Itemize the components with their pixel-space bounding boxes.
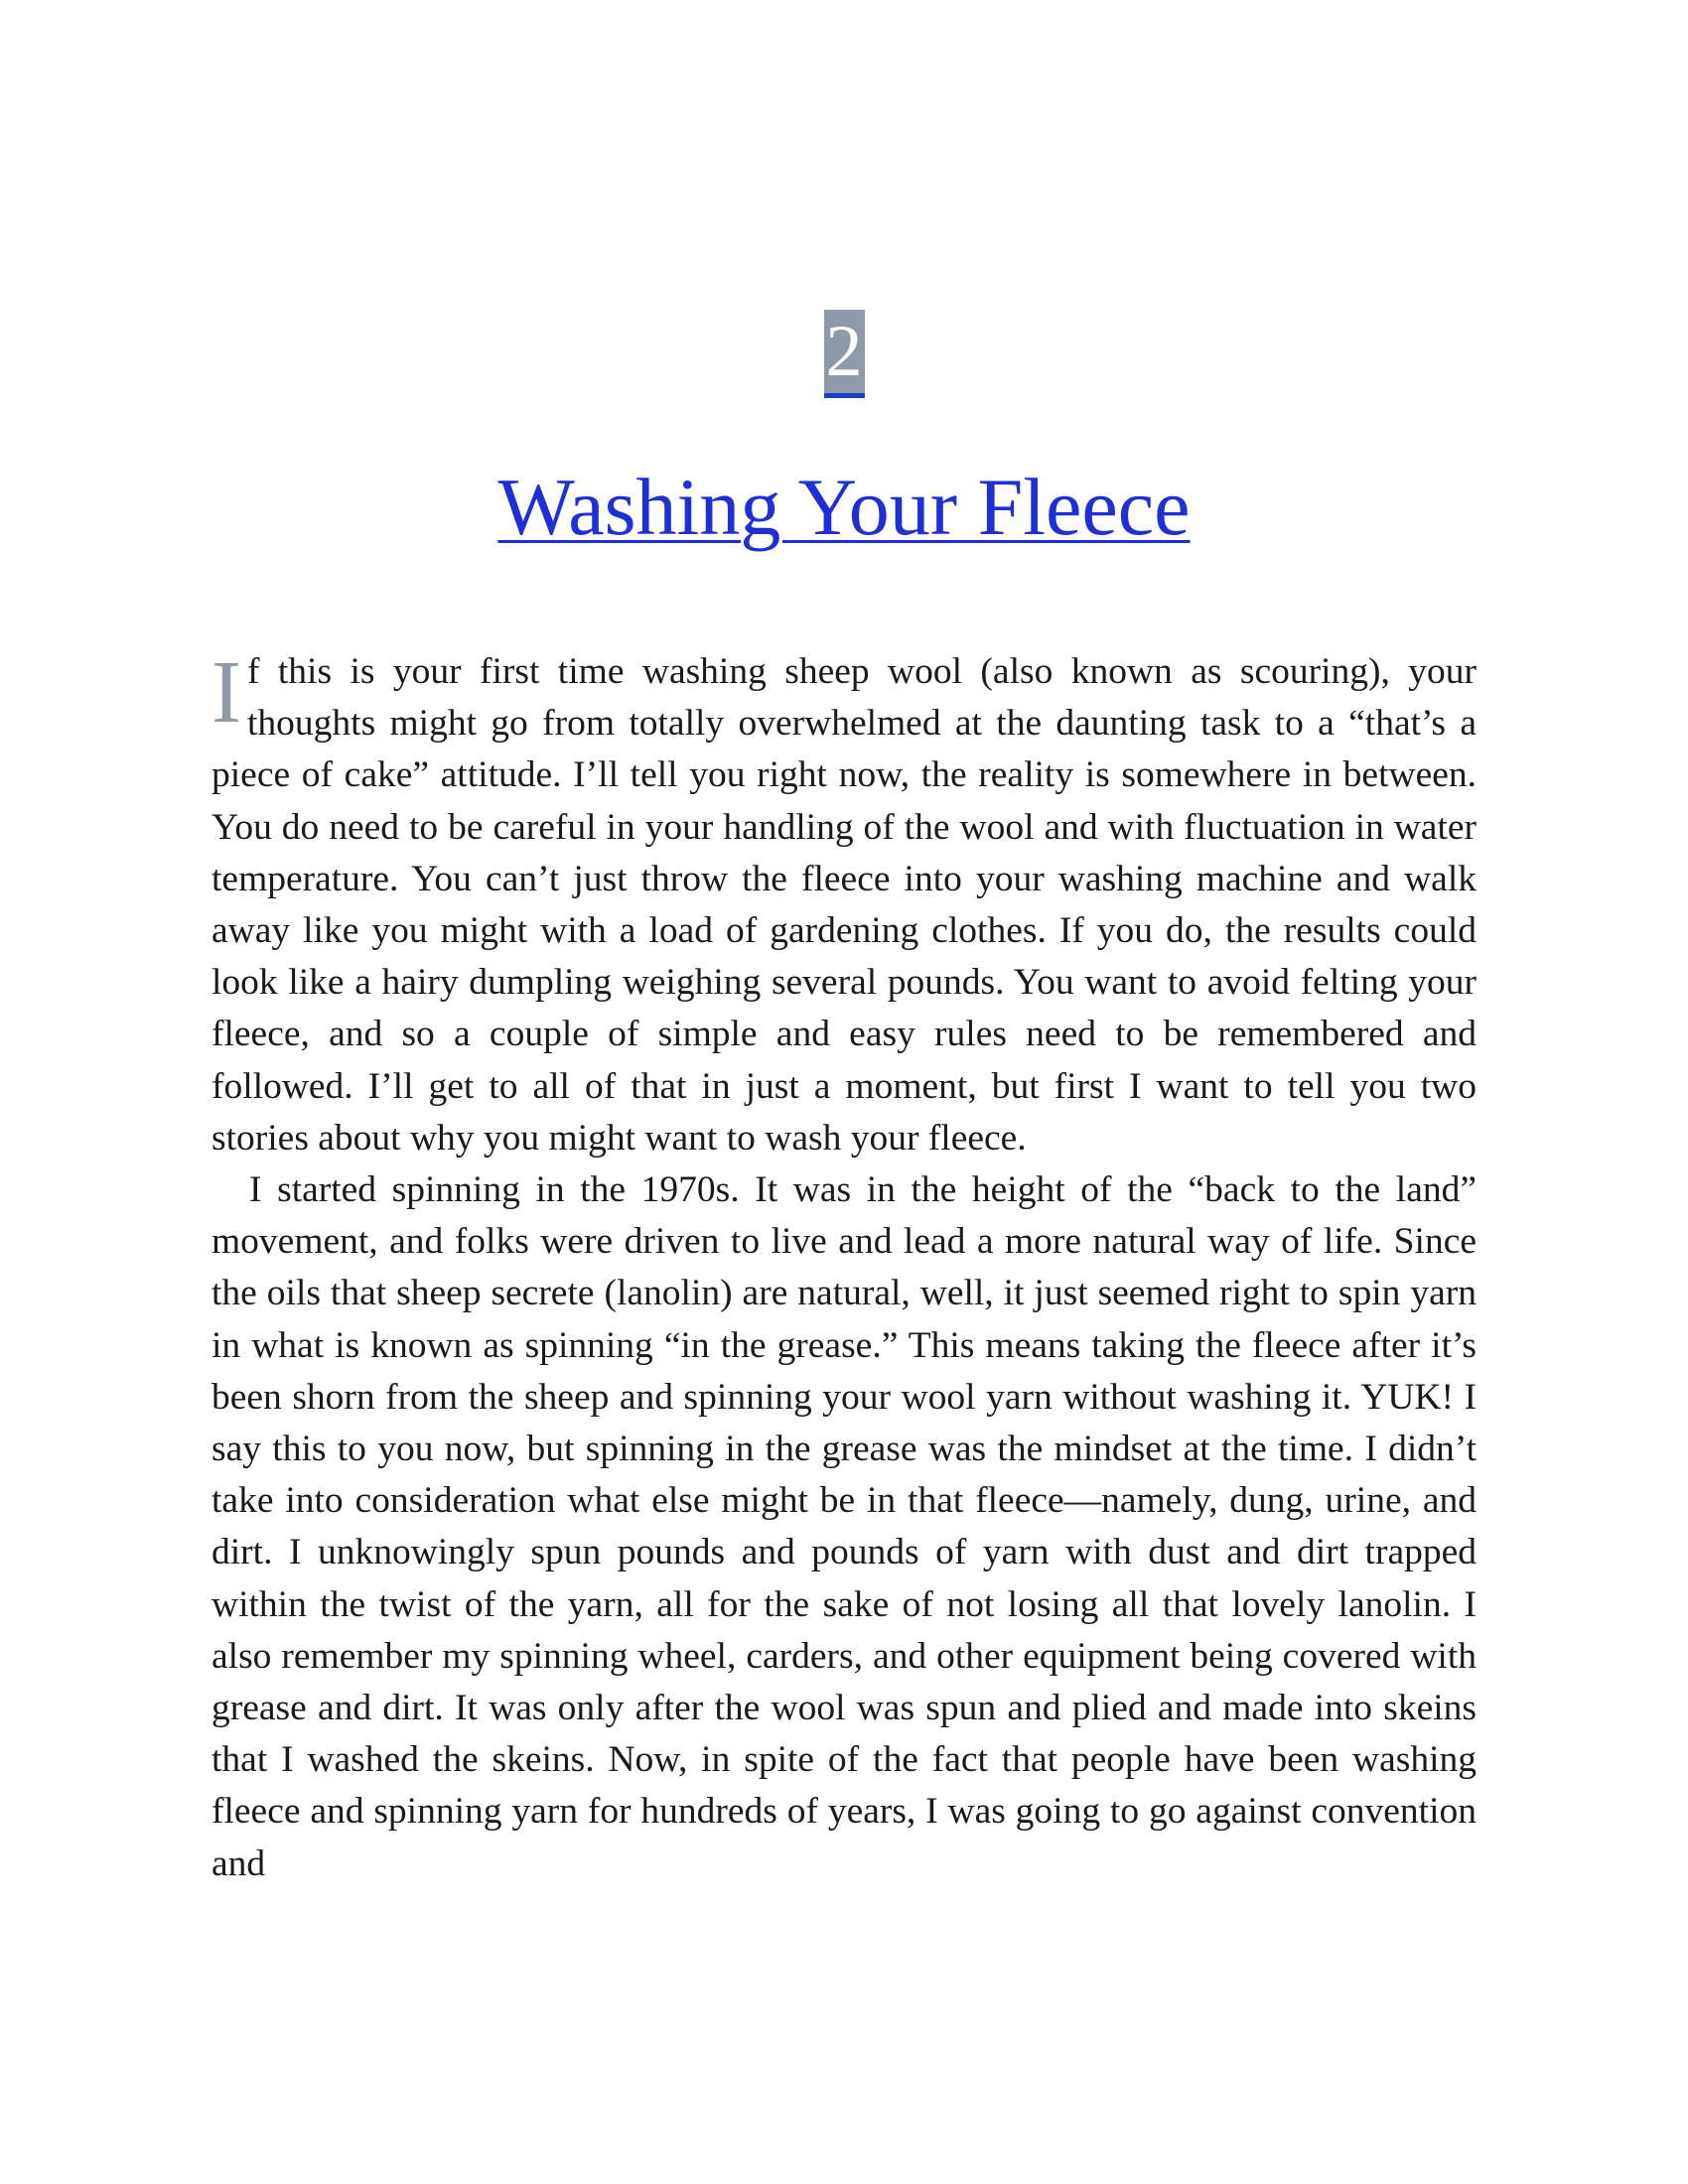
paragraph bbox=[211, 643, 1477, 1164]
drop-cap: I bbox=[211, 643, 241, 742]
chapter-number-link[interactable]: 2 bbox=[824, 310, 865, 398]
chapter-number bbox=[0, 310, 1688, 398]
chapter-title-link[interactable]: Washing Your Fleece bbox=[497, 462, 1191, 552]
paragraph bbox=[211, 1164, 1477, 1890]
paragraph-text: I started spinning in the 1970s. It was in the height of the “back to the land” movement, and folks were driven to live and lead a more natural way of life. Since the oils that sheep secrete (lanolin) are natural, well, it just seemed right to spin yarn in what is known as spinning “in the grease.” This means taking the fleece after it’s been shorn from the sheep and spinning your wool yarn without washing it. YUK! I say this to you now, but spinning in the grease was the mindset at the time. I didn’t take into consideration what else might be in that fleece—namely, dung, urine, and dirt. I unknowingly spun pounds and pounds of yarn with dust and dirt trapped within the twist of the yarn, all for the sake of not losing all that lovely lanolin. I also remember my spinning wheel, carders, and other equipment being covered with grease and dirt. It was only after the wool was spun and plied and made into skeins that I washed the skeins. Now, in spite of the fact that people have been washing fleece and spinning yarn for hundreds of years, I was going to go against convention and bbox=[211, 1169, 1477, 1884]
paragraph-text: f this is your first time washing sheep wool (also known as scouring), your thoughts might go from totally overwhelmed at the daunting task to a “that’s a piece of cake” attitude. I’ll tell you right now, the reality is somewhere in between. You do need to be careful in your handling of the wool and with fluctuation in water temperature. You can’t just throw the fleece into your washing machine and walk away like you might with a load of gardening clothes. If you do, the results could look like a hairy dumpling weighing several pounds. You want to avoid felting your fleece, and so a couple of simple and easy rules need to be remembered and followed. I’ll get to all of that in just a moment, but first I want to tell you two stories about why you might want to wash your fleece. bbox=[211, 651, 1477, 1159]
chapter-body bbox=[211, 643, 1477, 1890]
chapter-title bbox=[0, 462, 1688, 552]
